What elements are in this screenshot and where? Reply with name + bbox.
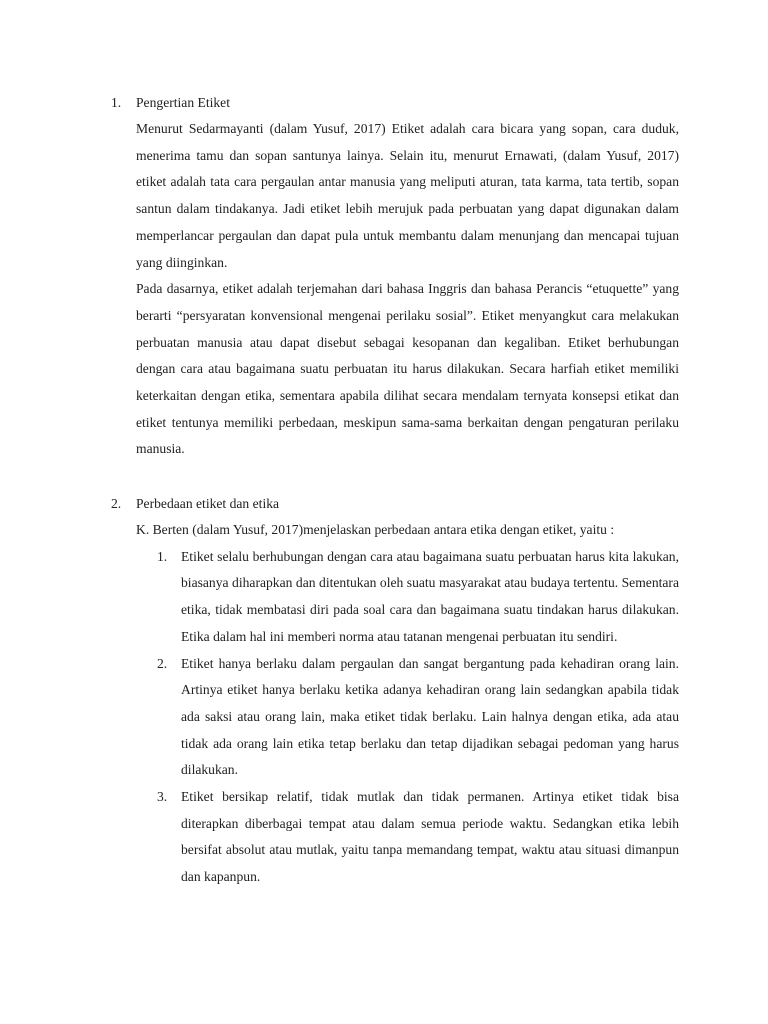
section-title: Perbedaan etiket dan etika: [136, 496, 280, 511]
section-heading: [0, 89, 768, 116]
difference-list: [0, 544, 768, 891]
list-item-text: Etiket bersikap relatif, tidak mutlak dan tidak permanen. Artinya etiket tidak bisa diterapkan diberbagai tempat atau dalam semua periode waktu. Sedangkan etika lebih bersifat absolut atau mutlak, yaitu tanpa memandang tempat, waktu atau situasi dimanpun dan kapanpun.: [181, 789, 679, 885]
list-item-number: 2.: [157, 655, 168, 671]
list-item-number: 1.: [157, 548, 168, 564]
section-heading: [0, 490, 768, 517]
section-number: 1.: [111, 95, 122, 110]
list-item-number: 3.: [157, 789, 168, 805]
list-item-text: Etiket selalu berhubungan dengan cara atau bagaimana suatu perbuatan harus kita lakukan, biasanya diharapkan dan ditentukan oleh suatu masyarakat atau budaya tertentu. Sementara etika, tidak membatasi diri pada soal cara dan bagaimana suatu tindakan harus dilakukan. Etika dalam hal ini memberi norma atau tatanan mengenai perbuatan itu sendiri.: [181, 548, 679, 644]
list-item: [157, 544, 679, 651]
section-pengertian-etiket: [0, 89, 768, 463]
list-item: [157, 784, 679, 891]
list-item: [157, 651, 679, 785]
paragraph: Menurut Sedarmayanti (dalam Yusuf, 2017) Etiket adalah cara bicara yang sopan, cara duduk, menerima tamu dan sopan santunya lainya. Selain itu, menurut Ernawati, (dalam Yusuf, 2017) etiket adalah tata cara pergaulan antar manusia yang meliputi aturan, tata karma, tata tertib, sopan santun dalam tindakanya. Jadi etiket lebih merujuk pada perbuatan yang dapat digunakan dalam memperlancar pergaulan dan dapat pula untuk membantu dalam menunjang dan mencapai tujuan yang diinginkan.: [136, 121, 679, 270]
section-perbedaan-etiket-etika: [0, 490, 768, 891]
paragraph: Pada dasarnya, etiket adalah terjemahan dari bahasa Inggris dan bahasa Perancis “etuquette” yang berarti “persyaratan konvensional mengenai perilaku sosial”. Etiket menyangkut cara melakukan perbuatan manusia atau dapat disebut sebagai kesopanan dan kegaliban. Etiket berhubungan dengan cara atau bagaimana suatu perbuatan itu harus dilakukan. Secara harfiah etiket memiliki keterkaitan dengan etika, sementara apabila dilihat secara mendalam ternyata konsepsi etikat dan etiket tentunya memiliki perbedaan, meskipun sama-sama berkaitan dengan pengaturan perilaku manusia.: [136, 281, 679, 457]
section-intro: K. Berten (dalam Yusuf, 2017)menjelaskan perbedaan antara etika dengan etiket, yaitu :: [136, 522, 615, 537]
list-item-text: Etiket hanya berlaku dalam pergaulan dan sangat bergantung pada kehadiran orang lain. Artinya etiket hanya berlaku ketika adanya kehadiran orang lain sedangkan apabila tidak ada saksi atau orang lain, maka etiket tidak berlaku. Lain halnya dengan etika, ada atau tidak ada orang lain etika tetap berlaku dan tetap dijadikan sebagai pedoman yang harus dilakukan.: [181, 655, 679, 778]
section-number: 2.: [111, 496, 122, 511]
section-title: Pengertian Etiket: [136, 95, 230, 110]
